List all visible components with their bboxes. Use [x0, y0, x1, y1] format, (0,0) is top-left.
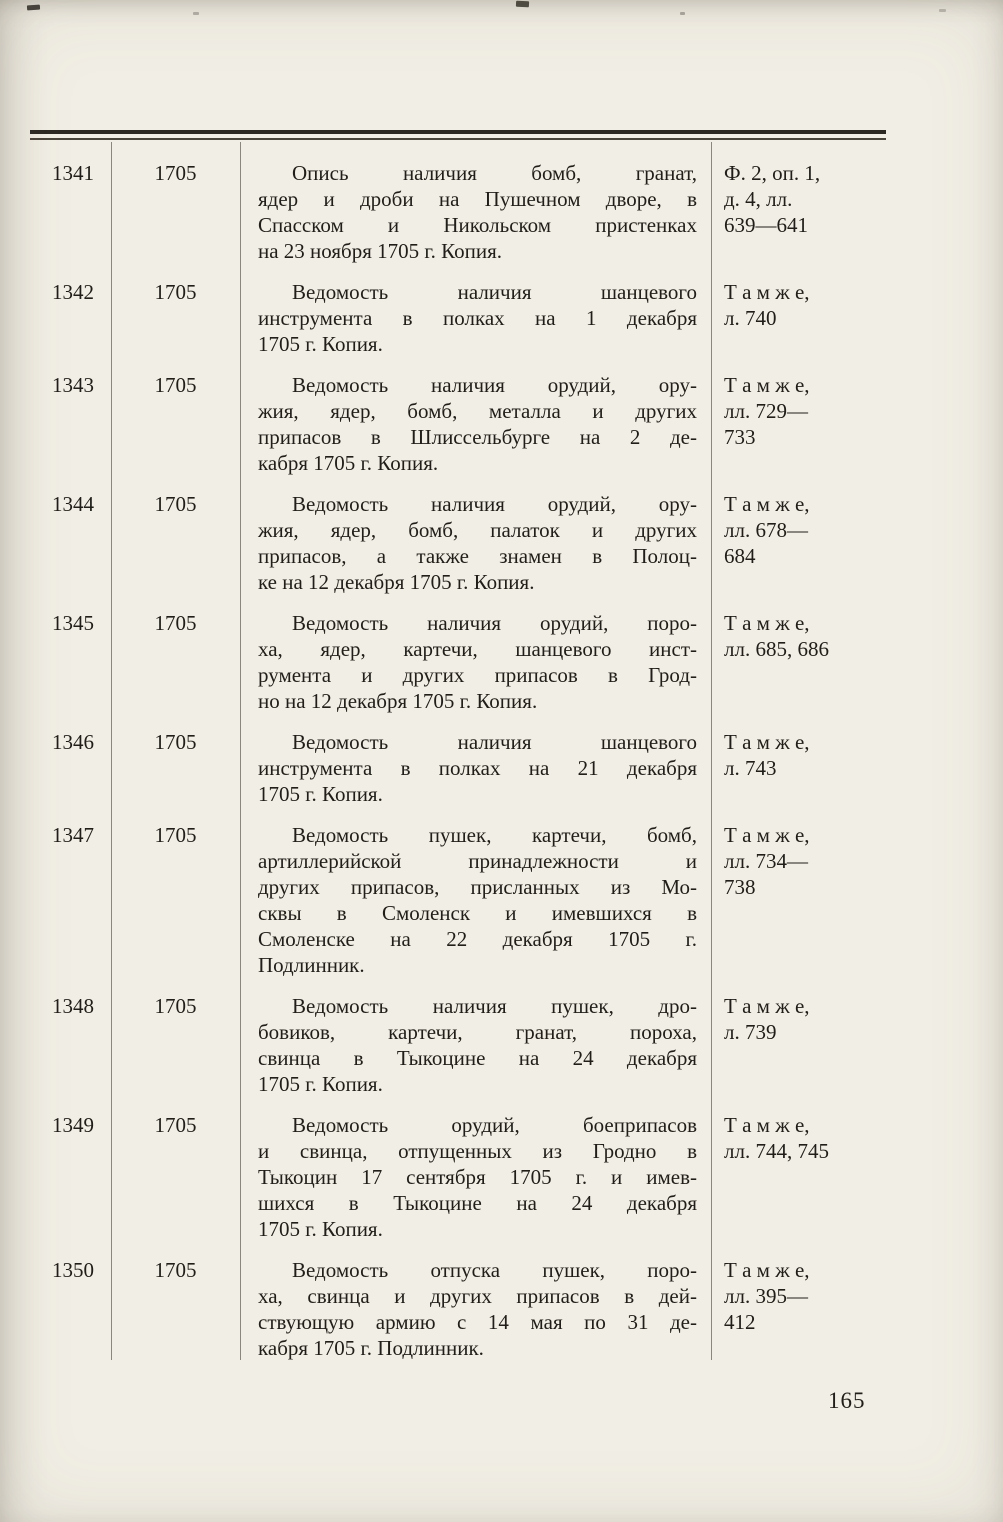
description-line: шихся в Тыкоцине на 24 декабря [258, 1191, 697, 1215]
table-row [35, 160, 883, 264]
reference-line: Т а м ж е, [724, 1113, 810, 1137]
entry-description [240, 610, 711, 714]
table-row [35, 372, 883, 476]
description-line: Ведомость орудий, боеприпасов [292, 1113, 697, 1137]
table-row [35, 610, 883, 714]
description-line: артиллерийской принадлежности и [258, 849, 697, 873]
description-line: 1705 г. Копия. [258, 332, 383, 356]
reference-line: Т а м ж е, [724, 611, 810, 635]
table-row [35, 729, 883, 807]
entry-year: 1705 [154, 611, 197, 635]
entry-number: 1345 [52, 611, 94, 635]
entry-number: 1347 [52, 823, 94, 847]
reference-line: Т а м ж е, [724, 994, 810, 1018]
scan-artifact [193, 12, 199, 15]
scan-artifact [516, 1, 529, 8]
description-line: свинца в Тыкоцине на 24 декабря [258, 1046, 697, 1070]
reference-line: лл. 395— [724, 1284, 808, 1308]
description-line: ядер и дроби на Пушечном дворе, в [258, 187, 697, 211]
entry-year: 1705 [154, 823, 197, 847]
entry-number: 1342 [52, 280, 94, 304]
description-line: других припасов, присланных из Мо- [258, 875, 697, 899]
description-line: сквы в Смоленск и имевшихся в [258, 901, 697, 925]
reference-line: Т а м ж е, [724, 730, 810, 754]
entry-reference [711, 993, 883, 1097]
description-line: Опись наличия бомб, гранат, [292, 161, 697, 185]
description-line: Ведомость наличия орудий, ору- [292, 373, 697, 397]
entry-reference [711, 822, 883, 978]
reference-line: лл. 685, 686 [724, 637, 829, 661]
scan-artifact [27, 5, 40, 11]
description-line: Ведомость наличия пушек, дро- [292, 994, 697, 1018]
description-line: кабря 1705 г. Подлинник. [258, 1336, 484, 1360]
description-line: Ведомость наличия шанцевого [292, 280, 697, 304]
entry-description [240, 1112, 711, 1242]
scan-artifact [680, 12, 685, 15]
description-line: Ведомость наличия орудий, поро- [292, 611, 697, 635]
reference-line: лл. 744, 745 [724, 1139, 829, 1163]
description-line: инструмента в полках на 1 декабря [258, 306, 697, 330]
entry-reference [711, 610, 883, 714]
description-line: 1705 г. Копия. [258, 1217, 383, 1241]
description-line: жия, ядер, бомб, металла и других [258, 399, 697, 423]
description-line: Ведомость наличия орудий, ору- [292, 492, 697, 516]
reference-line: л. 739 [724, 1020, 777, 1044]
table-row [35, 993, 883, 1097]
reference-line: лл. 729— [724, 399, 808, 423]
entry-reference [711, 160, 883, 264]
table-top-rule [30, 130, 886, 140]
reference-line: лл. 678— [724, 518, 808, 542]
description-line: Ведомость пушек, картечи, бомб, [292, 823, 697, 847]
description-line: Спасском и Никольском пристенках [258, 213, 697, 237]
reference-line: Ф. 2, оп. 1, [724, 161, 821, 185]
entry-year: 1705 [154, 373, 197, 397]
description-line: припасов, а также знамен в Полоц- [258, 544, 697, 568]
entry-year: 1705 [154, 280, 197, 304]
description-line: и свинца, отпущенных из Гродно в [258, 1139, 697, 1163]
description-line: Ведомость отпуска пушек, поро- [292, 1258, 697, 1282]
entry-reference [711, 1112, 883, 1242]
reference-line: 733 [724, 425, 756, 449]
description-line: кабря 1705 г. Копия. [258, 451, 439, 475]
entry-number: 1344 [52, 492, 94, 516]
description-line: Тыкоцин 17 сентября 1705 г. и имев- [258, 1165, 697, 1189]
reference-line: л. 740 [724, 306, 777, 330]
entry-year: 1705 [154, 1258, 197, 1282]
entry-number: 1349 [52, 1113, 94, 1137]
description-line: 1705 г. Копия. [258, 1072, 383, 1096]
description-line: Подлинник. [258, 953, 365, 977]
reference-line: 639—641 [724, 213, 808, 237]
entry-description [240, 372, 711, 476]
entry-reference [711, 729, 883, 807]
entry-reference [711, 279, 883, 357]
description-line: румента и других припасов в Грод- [258, 663, 697, 687]
reference-line: Т а м ж е, [724, 280, 810, 304]
reference-line: л. 743 [724, 756, 777, 780]
reference-line: лл. 734— [724, 849, 808, 873]
entry-number: 1341 [52, 161, 94, 185]
reference-line: д. 4, лл. [724, 187, 793, 211]
scan-artifact [939, 9, 946, 12]
entry-number: 1350 [52, 1258, 94, 1282]
reference-line: 412 [724, 1310, 756, 1334]
entry-description [240, 822, 711, 978]
description-line: 1705 г. Копия. [258, 782, 383, 806]
description-line: Ведомость наличия шанцевого [292, 730, 697, 754]
entry-year: 1705 [154, 1113, 197, 1137]
reference-line: Т а м ж е, [724, 823, 810, 847]
entry-reference [711, 372, 883, 476]
entry-year: 1705 [154, 492, 197, 516]
description-line: жия, ядер, бомб, палаток и других [258, 518, 697, 542]
description-line: ствующую армию с 14 мая по 31 де- [258, 1310, 697, 1334]
page-number: 165 [828, 1388, 866, 1413]
entry-number: 1346 [52, 730, 94, 754]
entry-year: 1705 [154, 994, 197, 1018]
table-row [35, 1257, 883, 1361]
description-line: бовиков, картечи, гранат, пороха, [258, 1020, 697, 1044]
entry-reference [711, 491, 883, 595]
description-line: но на 12 декабря 1705 г. Копия. [258, 689, 538, 713]
entry-year: 1705 [154, 730, 197, 754]
catalog-table [35, 160, 883, 1376]
entry-year: 1705 [154, 161, 197, 185]
entry-number: 1343 [52, 373, 94, 397]
description-line: Смоленске на 22 декабря 1705 г. [258, 927, 697, 951]
description-line: ха, ядер, картечи, шанцевого инст- [258, 637, 697, 661]
entry-description [240, 160, 711, 264]
description-line: ха, свинца и других припасов в дей- [258, 1284, 697, 1308]
reference-line: Т а м ж е, [724, 492, 810, 516]
table-row [35, 279, 883, 357]
entry-reference [711, 1257, 883, 1361]
entry-description [240, 491, 711, 595]
table-row [35, 822, 883, 978]
reference-line: Т а м ж е, [724, 373, 810, 397]
reference-line: 684 [724, 544, 756, 568]
entry-number: 1348 [52, 994, 94, 1018]
description-line: на 23 ноября 1705 г. Копия. [258, 239, 502, 263]
reference-line: Т а м ж е, [724, 1258, 810, 1282]
description-line: ке на 12 декабря 1705 г. Копия. [258, 570, 535, 594]
reference-line: 738 [724, 875, 756, 899]
entry-description [240, 279, 711, 357]
entry-description [240, 1257, 711, 1361]
description-line: инструмента в полках на 21 декабря [258, 756, 697, 780]
description-line: припасов в Шлиссельбурге на 2 де- [258, 425, 697, 449]
entry-description [240, 729, 711, 807]
table-row [35, 491, 883, 595]
table-row [35, 1112, 883, 1242]
entry-description [240, 993, 711, 1097]
